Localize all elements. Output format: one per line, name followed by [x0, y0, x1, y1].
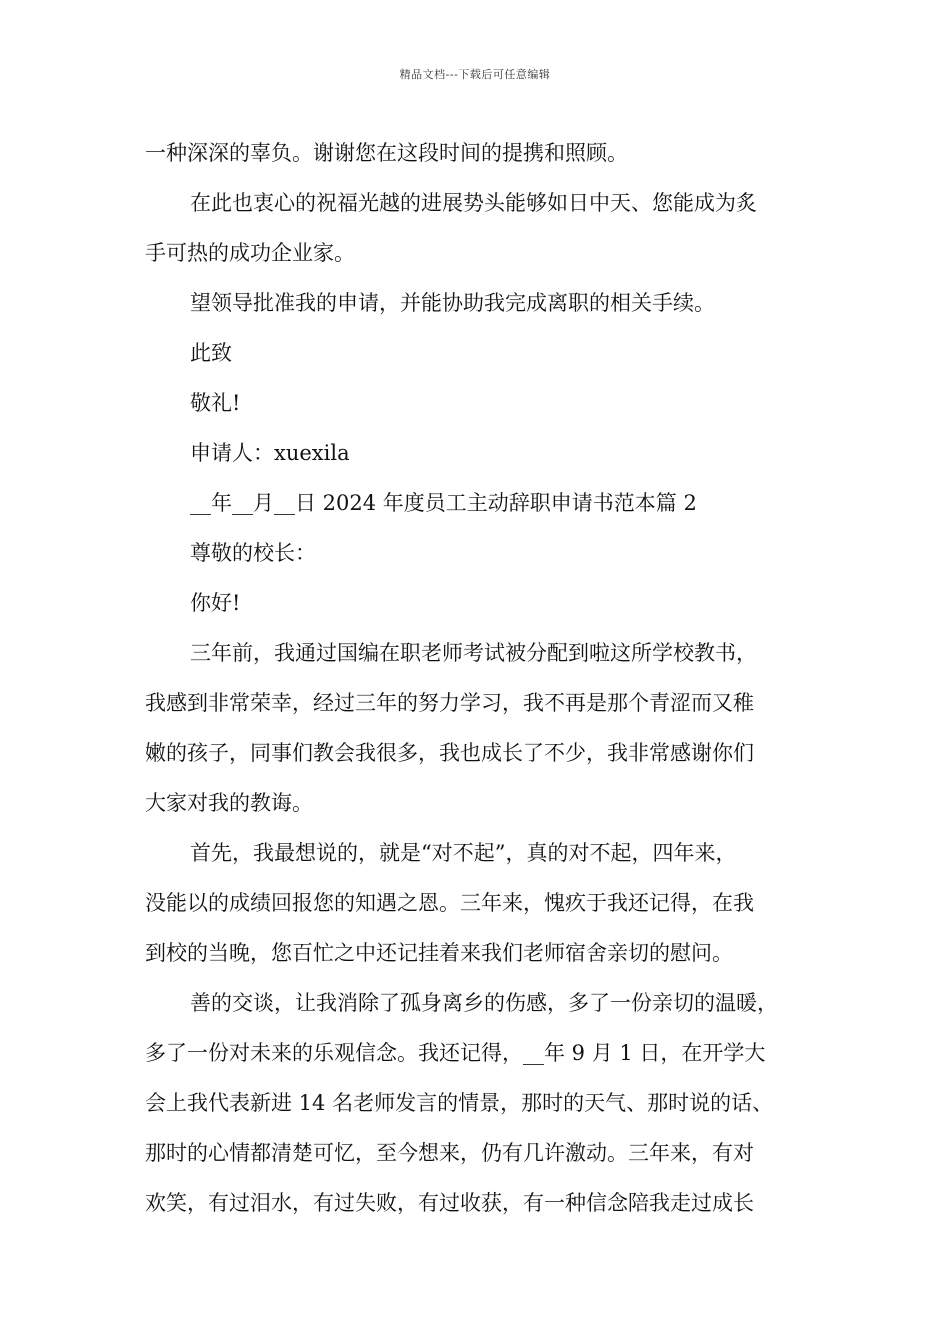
text-line: 会上我代表新进 14 名老师发言的情景，那时的天气、那时说的话、	[145, 1091, 774, 1115]
document-body	[145, 128, 825, 1228]
text-line: 大家对我的教诲。	[145, 791, 313, 815]
text-line: 嫩的孩子，同事们教会我很多，我也成长了不少，我非常感谢你们	[145, 741, 754, 765]
text-line: 申请人：xuexila	[190, 441, 350, 465]
text-line: 一种深深的辜负。谢谢您在这段时间的提携和照顾。	[145, 141, 628, 165]
text-line: 欢笑，有过泪水，有过失败，有过收获，有一种信念陪我走过成长	[145, 1191, 754, 1215]
page-header: 精品文档---下载后可任意编辑	[399, 68, 551, 81]
text-line: 我感到非常荣幸，经过三年的努力学习，我不再是那个青涩而又稚	[145, 691, 754, 715]
text-line: 你好!	[190, 591, 241, 615]
text-line: 到校的当晚，您百忙之中还记挂着来我们老师宿舍亲切的慰问。	[145, 941, 733, 965]
text-line: 多了一份对未来的乐观信念。我还记得，__年 9 月 1 日，在开学大	[145, 1041, 766, 1065]
text-line: 没能以的成绩回报您的知遇之恩。三年来，愧疚于我还记得，在我	[145, 891, 754, 915]
text-line: 手可热的成功企业家。	[145, 241, 355, 265]
text-line: 在此也衷心的祝福光越的进展势头能够如日中天、您能成为炙	[190, 191, 757, 215]
text-line: 那时的心情都清楚可忆，至今想来，仍有几许激动。三年来，有对	[145, 1141, 754, 1165]
text-line: 此致	[190, 341, 232, 365]
text-line: __年__月__日 2024 年度员工主动辞职申请书范本篇 2	[190, 491, 697, 515]
text-line: 三年前，我通过国编在职老师考试被分配到啦这所学校教书，	[190, 641, 757, 665]
text-line: 尊敬的校长：	[190, 541, 316, 565]
text-line: 敬礼!	[190, 391, 241, 415]
text-line: 首先，我最想说的，就是“对不起”，真的对不起，四年来，	[190, 841, 737, 865]
text-line: 望领导批准我的申请，并能协助我完成离职的相关手续。	[190, 291, 715, 315]
text-line: 善的交谈，让我消除了孤身离乡的伤感，多了一份亲切的温暖，	[190, 991, 778, 1015]
